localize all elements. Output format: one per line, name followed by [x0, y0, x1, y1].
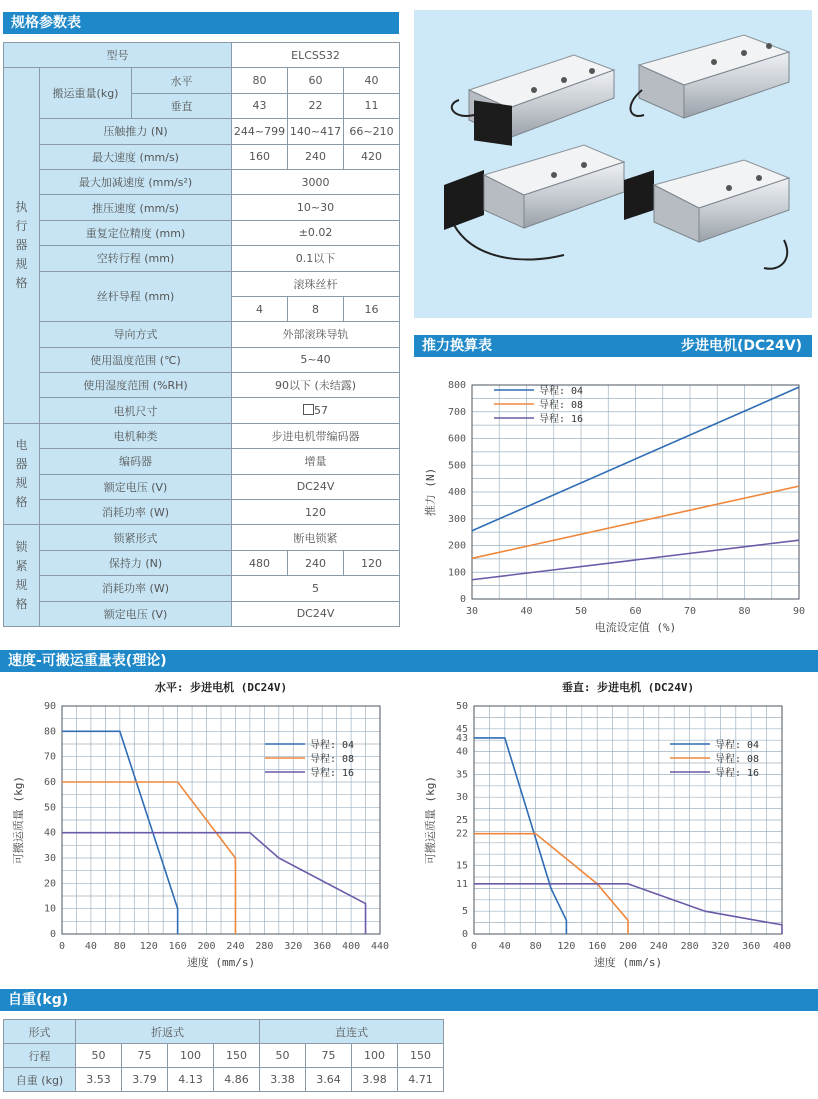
x-tick-label: 280: [680, 941, 699, 952]
lock-power-value: 5: [232, 576, 400, 601]
vertical-chart: [412, 676, 818, 980]
x-tick-label: 400: [342, 941, 361, 952]
y-tick-label: 60: [43, 777, 56, 788]
push-speed-label: 推压速度 (mm/s): [40, 195, 232, 220]
y-tick-label: 40: [43, 827, 56, 839]
max-speed-value-1: 160: [232, 144, 288, 169]
stroke-label: 行程: [4, 1044, 76, 1068]
stroke-cell: 75: [306, 1044, 352, 1068]
y-tick-label: 80: [43, 726, 56, 738]
guide-label: 导向方式: [40, 322, 232, 347]
max-acc-label: 最大加减速度 (mm/s²): [40, 169, 232, 194]
vertical-value-2: 22: [288, 93, 344, 118]
x-tick-label: 0: [470, 941, 478, 952]
y-tick-label: 70: [43, 751, 56, 763]
lead-value-2: 8: [288, 296, 344, 321]
x-tick-label: 320: [284, 941, 303, 952]
x-tick-label: 80: [113, 941, 126, 952]
legend-label: 导程: 16: [715, 768, 760, 779]
temp-value: 5~40: [232, 347, 400, 372]
y-tick-label: 600: [447, 433, 466, 445]
y-tick-label: 30: [43, 853, 56, 864]
x-tick-label: 360: [313, 941, 332, 952]
motor-size-value: 57: [314, 404, 329, 418]
x-tick-label: 360: [742, 941, 761, 952]
payload-label: 搬运重量(kg): [40, 68, 132, 119]
y-tick-label: 43: [455, 732, 468, 744]
vertical-label: 垂直: [132, 93, 232, 118]
y-tick-label: 0: [461, 929, 468, 940]
hold-value-3: 120: [344, 550, 400, 575]
weight-cell: 3.79: [122, 1068, 168, 1092]
x-tick-label: 60: [629, 606, 642, 617]
y-tick-label: 45: [455, 723, 468, 735]
x-axis-label: 速度 (mm/s): [186, 956, 256, 969]
push-label: 压触推力 (N): [40, 119, 232, 144]
y-tick-label: 50: [43, 802, 56, 814]
x-tick-label: 70: [683, 606, 697, 617]
y-tick-label: 15: [455, 860, 468, 872]
stroke-cell: 75: [122, 1044, 168, 1068]
lead-value-1: 4: [232, 296, 288, 321]
chart-title: 垂直: 步进电机 (DC24V): [561, 681, 695, 694]
x-tick-label: 40: [84, 941, 97, 952]
max-speed-value-3: 420: [344, 144, 400, 169]
lock-voltage-value: DC24V: [232, 601, 400, 626]
group-actuator: 执行器规格: [4, 68, 40, 423]
humidity-label: 使用湿度范围 (%RH): [40, 373, 232, 398]
vertical-chart-svg: [412, 676, 818, 980]
voltage-value: DC24V: [232, 474, 400, 499]
spec-title: 规格参数表: [11, 15, 81, 31]
motor-size-label: 电机尺寸: [40, 398, 232, 423]
x-tick-label: 30: [465, 606, 479, 617]
product-photo: [414, 10, 812, 318]
y-axis-label: 可搬运质量 (kg): [12, 775, 25, 865]
y-tick-label: 35: [455, 769, 468, 781]
idle-value: 0.1以下: [232, 246, 400, 271]
chart-title: 水平: 步进电机 (DC24V): [154, 681, 288, 694]
weight-cell: 3.38: [260, 1068, 306, 1092]
lead-type: 滚珠丝杆: [232, 271, 400, 296]
lock-voltage-label: 额定电压 (V): [40, 601, 232, 626]
lock-type-value: 断电锁紧: [232, 525, 400, 550]
thrust-title-bar: [414, 335, 812, 357]
vertical-value-3: 11: [344, 93, 400, 118]
guide-value: 外部滚珠导轨: [232, 322, 400, 347]
x-tick-label: 200: [618, 941, 638, 952]
x-tick-label: 50: [574, 606, 588, 617]
encoder-label: 编码器: [40, 449, 232, 474]
weight-table: [3, 1019, 444, 1092]
power-value: 120: [232, 500, 400, 525]
speed-title: 速度-可搬运重量表(理论): [8, 653, 167, 669]
y-tick-label: 90: [43, 701, 56, 712]
speed-title-bar: [0, 650, 818, 672]
x-tick-label: 240: [649, 941, 668, 952]
y-tick-label: 50: [455, 701, 468, 712]
x-tick-label: 320: [711, 941, 730, 952]
straight-label: 直连式: [260, 1020, 444, 1044]
stroke-cell: 150: [214, 1044, 260, 1068]
idle-label: 空转行程 (mm): [40, 246, 232, 271]
y-tick-label: 800: [447, 380, 466, 391]
legend-label: 导程: 08: [310, 754, 355, 765]
weight-cell: 4.71: [398, 1068, 444, 1092]
lock-type-label: 锁紧形式: [40, 525, 232, 550]
push-value-3: 66~210: [344, 119, 400, 144]
push-value-2: 140~417: [288, 119, 344, 144]
form-label: 形式: [4, 1020, 76, 1044]
horizontal-value-1: 80: [232, 68, 288, 93]
x-tick-label: 240: [226, 941, 245, 952]
thrust-chart-svg: [414, 365, 812, 635]
y-tick-label: 200: [447, 540, 466, 552]
x-tick-label: 160: [168, 941, 187, 952]
weight-cell: 3.53: [76, 1068, 122, 1092]
push-speed-value: 10~30: [232, 195, 400, 220]
push-value-1: 244~799: [232, 119, 288, 144]
repeat-label: 重复定位精度 (mm): [40, 220, 232, 245]
x-tick-label: 120: [139, 941, 158, 952]
weight-cell: 3.64: [306, 1068, 352, 1092]
spec-title-bar: [3, 12, 399, 34]
x-tick-label: 160: [588, 941, 607, 952]
folded-label: 折返式: [76, 1020, 260, 1044]
horizontal-value-2: 60: [288, 68, 344, 93]
y-tick-label: 10: [43, 903, 56, 915]
horizontal-value-3: 40: [344, 68, 400, 93]
x-axis-label: 速度 (mm/s): [593, 956, 663, 969]
legend-label: 导程: 16: [539, 414, 584, 425]
x-tick-label: 120: [557, 941, 576, 952]
model-label: 型号: [4, 43, 232, 68]
weight-cell: 3.98: [352, 1068, 398, 1092]
temp-label: 使用温度范围 (℃): [40, 347, 232, 372]
stroke-cell: 150: [398, 1044, 444, 1068]
y-tick-label: 20: [43, 878, 56, 890]
horizontal-label: 水平: [132, 68, 232, 93]
max-speed-label: 最大速度 (mm/s): [40, 144, 232, 169]
stroke-cell: 50: [260, 1044, 306, 1068]
lock-power-label: 消耗功率 (W): [40, 576, 232, 601]
model-value: ELCSS32: [232, 43, 400, 68]
x-tick-label: 0: [58, 941, 66, 952]
horizontal-chart: [0, 676, 400, 980]
legend-label: 导程: 04: [310, 740, 355, 751]
square-icon: [303, 404, 314, 415]
power-label: 消耗功率 (W): [40, 500, 232, 525]
lead-label: 丝杆导程 (mm): [40, 271, 232, 322]
horizontal-chart-svg: [0, 676, 400, 980]
y-axis-label: 推力 (N): [424, 467, 437, 517]
hold-label: 保持力 (N): [40, 550, 232, 575]
x-tick-label: 400: [772, 941, 792, 952]
x-tick-label: 440: [370, 941, 390, 952]
repeat-value: ±0.02: [232, 220, 400, 245]
x-tick-label: 40: [520, 606, 533, 617]
group-lock: 锁紧规格: [4, 525, 40, 627]
y-tick-label: 300: [447, 513, 466, 525]
vertical-value-1: 43: [232, 93, 288, 118]
motor-size-cell: [232, 398, 400, 423]
y-tick-label: 0: [459, 594, 466, 605]
motor-type-label: 电机种类: [40, 423, 232, 448]
x-tick-label: 80: [529, 941, 542, 952]
y-tick-label: 40: [455, 746, 468, 758]
x-tick-label: 200: [197, 941, 216, 952]
y-tick-label: 22: [455, 828, 468, 840]
x-axis-label: 电流设定值 (%): [594, 621, 677, 634]
x-tick-label: 280: [255, 941, 274, 952]
stroke-cell: 100: [352, 1044, 398, 1068]
max-speed-value-2: 240: [288, 144, 344, 169]
y-tick-label: 400: [447, 487, 466, 498]
thrust-motor: 步进电机(DC24V): [680, 338, 802, 354]
y-tick-label: 5: [461, 906, 468, 918]
stroke-cell: 50: [76, 1044, 122, 1068]
hold-value-1: 480: [232, 550, 288, 575]
legend-label: 导程: 04: [539, 386, 584, 397]
y-tick-label: 30: [455, 792, 468, 804]
legend-label: 导程: 16: [310, 768, 355, 779]
x-tick-label: 80: [738, 606, 751, 617]
y-tick-label: 25: [455, 815, 468, 826]
legend-label: 导程: 04: [715, 740, 760, 751]
y-tick-label: 0: [49, 929, 56, 940]
legend-label: 导程: 08: [539, 400, 584, 411]
weight-title: 自重(kg): [8, 992, 69, 1008]
y-tick-label: 500: [447, 460, 466, 472]
humidity-value: 90以下 (未结露): [232, 373, 400, 398]
weight-label: 自重 (kg): [4, 1068, 76, 1092]
thrust-title: 推力换算表: [422, 338, 492, 354]
motor-type-value: 步进电机带编码器: [232, 423, 400, 448]
max-acc-value: 3000: [232, 169, 400, 194]
y-tick-label: 11: [455, 878, 468, 890]
x-tick-label: 40: [498, 941, 511, 952]
stroke-cell: 100: [168, 1044, 214, 1068]
voltage-label: 额定电压 (V): [40, 474, 232, 499]
group-motor: 电器规格: [4, 423, 40, 525]
spec-table: [3, 42, 400, 627]
y-tick-label: 100: [447, 567, 466, 579]
weight-title-bar: [0, 989, 818, 1011]
x-tick-label: 90: [792, 606, 806, 617]
weight-cell: 4.86: [214, 1068, 260, 1092]
thrust-chart: [414, 365, 812, 635]
hold-value-2: 240: [288, 550, 344, 575]
weight-cell: 4.13: [168, 1068, 214, 1092]
y-axis-label: 可搬运质量 (kg): [424, 775, 437, 865]
y-tick-label: 700: [447, 406, 466, 418]
encoder-value: 增量: [232, 449, 400, 474]
legend-label: 导程: 08: [715, 754, 760, 765]
lead-value-3: 16: [344, 296, 400, 321]
